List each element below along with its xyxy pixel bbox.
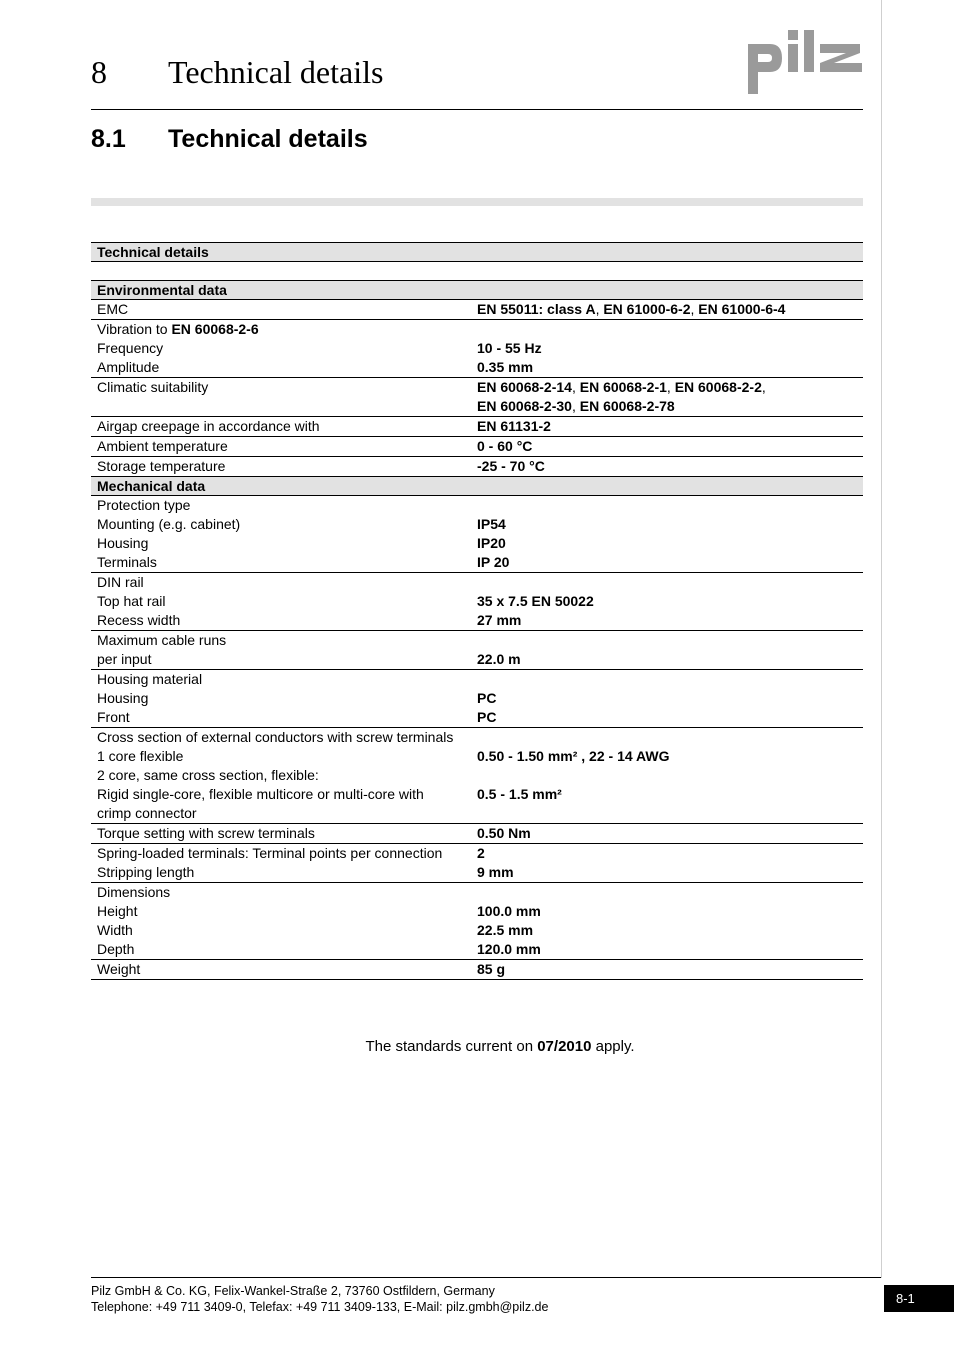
row-value: 27 mm — [477, 612, 522, 628]
group-header: Environmental data — [91, 280, 863, 300]
row-label: Rigid single-core, flexible multicore or multi-core with — [97, 786, 424, 802]
pilz-logo — [748, 28, 866, 94]
spec-block — [91, 883, 863, 960]
spec-block — [91, 378, 863, 417]
row-value — [477, 320, 863, 339]
row-label: Front — [97, 709, 130, 725]
row-label: Maximum cable runs — [97, 632, 227, 648]
table-row — [91, 728, 863, 747]
table-spacer — [91, 262, 863, 280]
row-label: Spring-loaded terminals: Terminal points per connection — [97, 845, 443, 861]
standards-note-before: The standards current on — [365, 1038, 538, 1055]
row-value — [477, 670, 863, 689]
table-row — [91, 300, 863, 319]
group-header: Mechanical data — [91, 477, 863, 496]
row-value: IP 20 — [477, 554, 510, 570]
row-value — [477, 496, 863, 515]
row-label: Climatic suitability — [97, 379, 209, 395]
row-label: Amplitude — [97, 359, 160, 375]
section-title: Technical details — [168, 125, 368, 153]
table-row — [91, 534, 863, 553]
row-label: Airgap creepage in accordance with — [97, 418, 320, 434]
row-value: EN 60068-2-30, EN 60068-2-78 — [477, 398, 675, 414]
row-label: Housing material — [97, 671, 203, 687]
row-label: Recess width — [97, 612, 181, 628]
row-value: 100.0 mm — [477, 903, 541, 919]
table-row — [91, 397, 863, 416]
row-label: Height — [97, 903, 138, 919]
row-value: PC — [477, 690, 497, 706]
chapter-title: Technical details — [168, 54, 384, 90]
row-label: Storage temperature — [97, 458, 226, 474]
right-margin-rule — [881, 0, 882, 1278]
footer-rule — [91, 1277, 881, 1278]
table-groups — [91, 280, 863, 980]
row-value: 22.0 m — [477, 651, 521, 667]
row-label: 1 core flexible — [97, 748, 184, 764]
row-value: 9 mm — [477, 864, 514, 880]
table-row — [91, 747, 863, 766]
spec-block — [91, 417, 863, 437]
row-value — [477, 883, 863, 902]
row-value — [477, 766, 863, 785]
row-value: EN 61131-2 — [477, 418, 551, 434]
table-row — [91, 902, 863, 921]
table-row — [91, 844, 863, 863]
row-label: Mounting (e.g. cabinet) — [97, 516, 241, 532]
footer-line-2: Telephone: +49 711 3409-0, Telefax: +49 711 3409-133, E-Mail: pilz.gmbh@pilz.de — [91, 1300, 549, 1314]
row-label: Stripping length — [97, 864, 195, 880]
row-label: crimp connector — [97, 805, 197, 821]
spec-block — [91, 670, 863, 728]
spec-block — [91, 960, 863, 980]
table-row — [91, 592, 863, 611]
row-label — [91, 397, 477, 416]
standards-date: 07/2010 — [537, 1038, 592, 1055]
row-value: 10 - 55 Hz — [477, 340, 542, 356]
footer-address — [91, 1283, 548, 1315]
row-label: Frequency — [97, 340, 164, 356]
row-value: 0.5 - 1.5 mm² — [477, 786, 562, 802]
chapter-number: 8 — [91, 54, 107, 90]
row-value: 35 x 7.5 EN 50022 — [477, 593, 594, 609]
table-row — [91, 804, 863, 823]
row-value: -25 - 70 °C — [477, 458, 545, 474]
row-label: Torque setting with screw terminals — [97, 825, 315, 841]
row-value: PC — [477, 709, 497, 725]
table-row — [91, 824, 863, 843]
table-row — [91, 766, 863, 785]
row-label: Top hat rail — [97, 593, 166, 609]
row-label: Depth — [97, 941, 135, 957]
row-value: EN 60068-2-14, EN 60068-2-1, EN 60068-2-2, — [477, 379, 766, 395]
table-row — [91, 553, 863, 572]
row-value: IP20 — [477, 535, 506, 551]
section-number: 8.1 — [91, 125, 126, 153]
row-label: Width — [97, 922, 133, 938]
row-value — [477, 631, 863, 650]
spec-block — [91, 573, 863, 631]
row-value — [477, 804, 863, 823]
page-number: 8-1 — [884, 1285, 954, 1312]
row-value — [477, 573, 863, 592]
spec-block — [91, 844, 863, 883]
row-value: 0.50 - 1.50 mm² , 22 - 14 AWG — [477, 748, 670, 764]
table-row — [91, 631, 863, 650]
row-value: 120.0 mm — [477, 941, 541, 957]
table-row — [91, 785, 863, 804]
table-row — [91, 339, 863, 358]
row-label: per input — [97, 651, 152, 667]
row-value: 85 g — [477, 961, 506, 977]
row-label: Housing — [97, 535, 149, 551]
row-label: Cross section of external conductors with screw terminals — [97, 729, 454, 745]
row-label: 2 core, same cross section, flexible: — [97, 767, 319, 783]
spec-block — [91, 457, 863, 477]
section-divider-bar — [91, 198, 863, 206]
standards-note-after: apply. — [591, 1038, 635, 1055]
table-row — [91, 378, 863, 397]
table-row — [91, 320, 863, 339]
spec-block — [91, 496, 863, 573]
spec-block — [91, 728, 863, 824]
row-label: Terminals — [97, 554, 157, 570]
technical-details-table — [91, 242, 863, 980]
table-row — [91, 708, 863, 727]
standards-note — [91, 1038, 909, 1056]
table-row — [91, 496, 863, 515]
table-caption: Technical details — [91, 242, 863, 262]
spec-block — [91, 320, 863, 378]
row-value: 22.5 mm — [477, 922, 534, 938]
row-label: Vibration to EN 60068-2-6 — [97, 321, 259, 337]
row-value: 0 - 60 °C — [477, 438, 533, 454]
table-row — [91, 940, 863, 959]
table-row — [91, 960, 863, 979]
table-row — [91, 573, 863, 592]
row-label: DIN rail — [97, 574, 144, 590]
table-row — [91, 921, 863, 940]
spec-block — [91, 824, 863, 844]
row-label: EMC — [97, 301, 129, 317]
row-label: Ambient temperature — [97, 438, 228, 454]
table-row — [91, 863, 863, 882]
table-row — [91, 358, 863, 377]
table-row — [91, 515, 863, 534]
row-value: 2 — [477, 845, 485, 861]
row-label: Protection type — [97, 497, 191, 513]
table-row — [91, 689, 863, 708]
table-row — [91, 650, 863, 669]
table-row — [91, 457, 863, 476]
row-value: 0.35 mm — [477, 359, 534, 375]
spec-block — [91, 437, 863, 457]
table-row — [91, 670, 863, 689]
table-row — [91, 417, 863, 436]
row-value: 0.50 Nm — [477, 825, 531, 841]
row-label: Dimensions — [97, 884, 171, 900]
row-value: IP54 — [477, 516, 506, 532]
spec-block — [91, 300, 863, 320]
spec-block — [91, 631, 863, 670]
row-value: EN 55011: class A, EN 61000-6-2, EN 61000-6-4 — [477, 301, 786, 317]
table-row — [91, 437, 863, 456]
row-label: Weight — [97, 961, 141, 977]
table-row — [91, 883, 863, 902]
footer-line-1: Pilz GmbH & Co. KG, Felix-Wankel-Straße 2, 73760 Ostfildern, Germany — [91, 1284, 495, 1298]
header-rule — [91, 109, 863, 110]
row-label: Housing — [97, 690, 149, 706]
table-row — [91, 611, 863, 630]
row-value — [477, 728, 863, 747]
